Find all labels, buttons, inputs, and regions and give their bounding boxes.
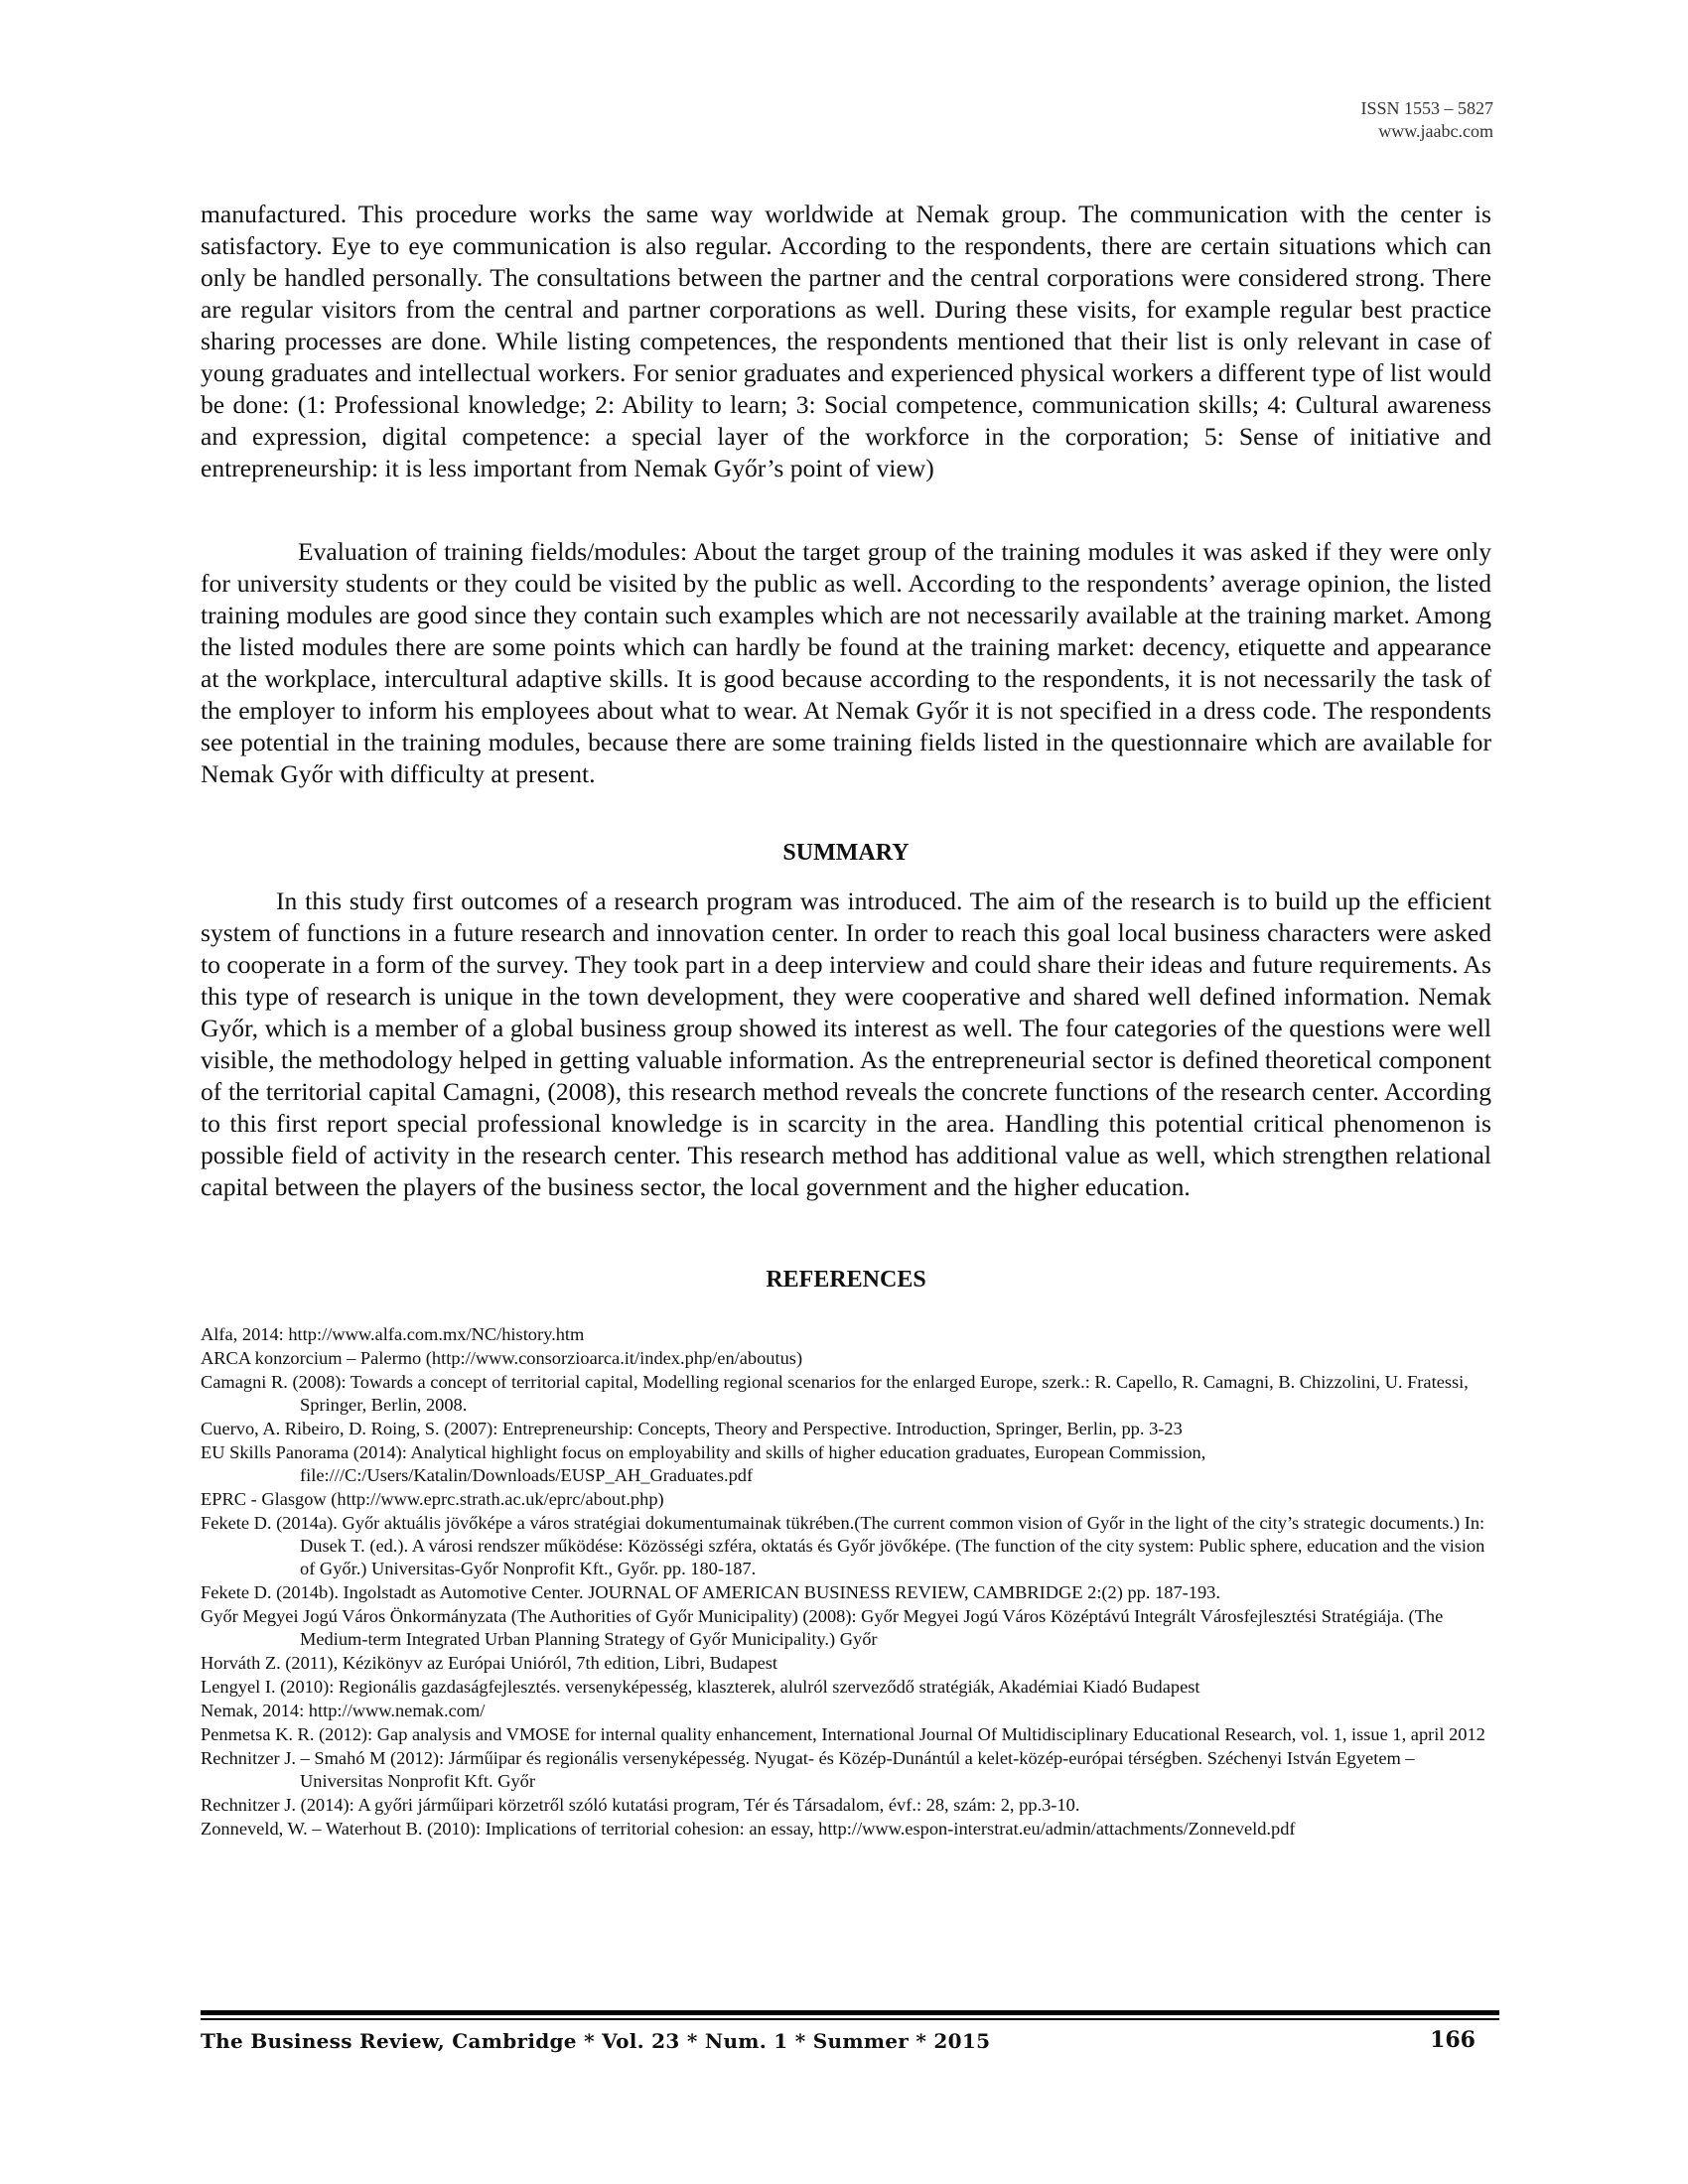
reference-item: Horváth Z. (2011), Kézikönyv az Európai Unióról, 7th edition, Libri, Budapest	[201, 1653, 778, 1673]
summary-paragraph: In this study first outcomes of a research program was introduced. The aim of the research is to build up the efficient system of functions in a future research and innovation center. In order to reach this goal local business characters were asked to cooperate in a form of the survey. They took part in a deep interview and could share their ideas and future requirements. As this type of research is unique in the town development, they were cooperative and shared well defined information. Nemak Győr, which is a member of a global business group showed its interest as well. The four categories of the questions were well visible, the methodology helped in getting valuable information. As the entrepreneurial sector is defined theoretical component of the territorial capital Camagni, (2008), this research method reveals the concrete functions of the research center. According to this first report special professional knowledge is in scarcity in the area. Handling this potential critical phenomenon is possible field of activity in the research center. This research method has additional value as well, which strengthen relational capital between the players of the business sector, the local government and the higher education.	[201, 887, 1491, 1201]
issn-label: ISSN 1553 – 5827	[1360, 98, 1493, 118]
reference-item: Lengyel I. (2010): Regionális gazdaságfejlesztés. versenyképesség, klaszterek, alulról szerveződő stratégiák, Akadémiai Kiadó Budapest	[201, 1677, 1200, 1697]
reference-item: EU Skills Panorama (2014): Analytical highlight focus on employability and skills of higher education graduates, European Commission, file:///C:/Users/Katalin/Downloads/EUSP_AH_Graduates.pdf	[201, 1442, 1206, 1485]
summary-heading: SUMMARY	[782, 840, 910, 866]
reference-item: ARCA konzorcium – Palermo (http://www.consorzioarca.it/index.php/en/aboutus)	[201, 1348, 803, 1368]
reference-item: Rechnitzer J. (2014): A győri járműipari körzetről szóló kutatási program, Tér és Társadalom, évf.: 28, szám: 2, pp.3-10.	[201, 1795, 1080, 1815]
reference-list	[201, 1323, 1501, 1842]
reference-item: Fekete D. (2014a). Győr aktuális jövőképe a város stratégiai dokumentumainak tükrében.(The current common vision of Győr in the light of the city’s strategic documents.) In: Dusek T. (ed.). A városi rendszer működése: Közösségi szféra, oktatás és Győr jövőképe. (The function of the city system: Public sphere, education and the vision of Győr.) Universitas-Győr Nonprofit Kft., Győr. pp. 180-187.	[201, 1513, 1485, 1578]
body-paragraph-continued: manufactured. This procedure works the same way worldwide at Nemak group. The communication with the center is satisfactory. Eye to eye communication is also regular. According to the respondents, there are certain situations which can only be handled personally. The consultations between the partner and the central corporations were considered strong. There are regular visitors from the central and partner corporations as well. During these visits, for example regular best practice sharing processes are done. While listing competences, the respondents mentioned that their list is only relevant in case of young graduates and intellectual workers. For senior graduates and experienced physical workers a different type of list would be done: (1: Professional knowledge; 2: Ability to learn; 3: Social competence, communication skills; 4: Cultural awareness and expression, digital competence: a special layer of the workforce in the corporation; 5: Sense of initiative and entrepreneurship: it is less important from Nemak Győr’s point of view)	[201, 200, 1491, 482]
reference-item: Nemak, 2014: http://www.nemak.com/	[201, 1701, 486, 1720]
body-paragraph-training-evaluation: Evaluation of training fields/modules: About the target group of the training modules it was asked if they were only for university students or they could be visited by the public as well. According to the respondents’ average opinion, the listed training modules are good since they contain such examples which are not necessarily available at the training market. Among the listed modules there are some points which can hardly be found at the training market: decency, etiquette and appearance at the workplace, intercultural adaptive skills. It is good because according to the respondents, it is not necessarily the task of the employer to inform his employees about what to wear. At Nemak Győr it is not specified in a dress code. The respondents see potential in the training modules, because there are some training fields listed in the questionnaire which are available for Nemak Győr with difficulty at present.	[201, 537, 1491, 788]
reference-item: Cuervo, A. Ribeiro, D. Roing, S. (2007): Entrepreneurship: Concepts, Theory and Perspective. Introduction, Springer, Berlin, pp. 3-23	[201, 1419, 1183, 1438]
page-header	[1360, 97, 1493, 143]
reference-item: Rechnitzer J. – Smahó M (2012): Járműipar és regionális versenyképesség. Nyugat- és Közép-Dunántúl a kelet-közép-európai térségben. Széchenyi István Egyetem – Universitas Nonprofit Kft. Győr	[201, 1748, 1415, 1791]
reference-item: Camagni R. (2008): Towards a concept of territorial capital, Modelling regional scenarios for the enlarged Europe, szerk.: R. Capello, R. Camagni, B. Chizzolini, U. Fratessi, Springer, Berlin, 2008.	[201, 1372, 1469, 1415]
reference-item: Zonneveld, W. – Waterhout B. (2010): Implications of territorial cohesion: an essay, http://www.espon-interstrat.eu/admin/attachments/Zonneveld.pdf	[201, 1819, 1296, 1839]
reference-item: Fekete D. (2014b). Ingolstadt as Automotive Center. JOURNAL OF AMERICAN BUSINESS REVIEW, CAMBRIDGE 2:(2) pp. 187-193.	[201, 1582, 1220, 1602]
website-label: www.jaabc.com	[1378, 121, 1493, 141]
footer-divider-thick	[201, 2010, 1499, 2015]
references-heading: REFERENCES	[766, 1267, 926, 1293]
page-number: 166	[1430, 2027, 1476, 2053]
reference-item: Győr Megyei Jogú Város Önkormányzata (The Authorities of Győr Municipality) (2008): Győr Megyei Jogú Város Középtávú Integrált Városfejlesztési Stratégiája. (The Medium-term Integrated Urban Planning Strategy of Győr Municipality.) Győr	[201, 1606, 1444, 1649]
reference-item: Penmetsa K. R. (2012): Gap analysis and VMOSE for internal quality enhancement, International Journal Of Multidisciplinary Educational Research, vol. 1, issue 1, april 2012	[201, 1724, 1485, 1744]
footer-journal-title: The Business Review, Cambridge * Vol. 23 * Num. 1 * Summer * 2015	[201, 2029, 991, 2053]
reference-item: Alfa, 2014: http://www.alfa.com.mx/NC/history.htm	[201, 1324, 585, 1344]
reference-item: EPRC - Glasgow (http://www.eprc.strath.ac.uk/eprc/about.php)	[201, 1489, 664, 1509]
footer-divider-thin	[201, 2018, 1499, 2020]
